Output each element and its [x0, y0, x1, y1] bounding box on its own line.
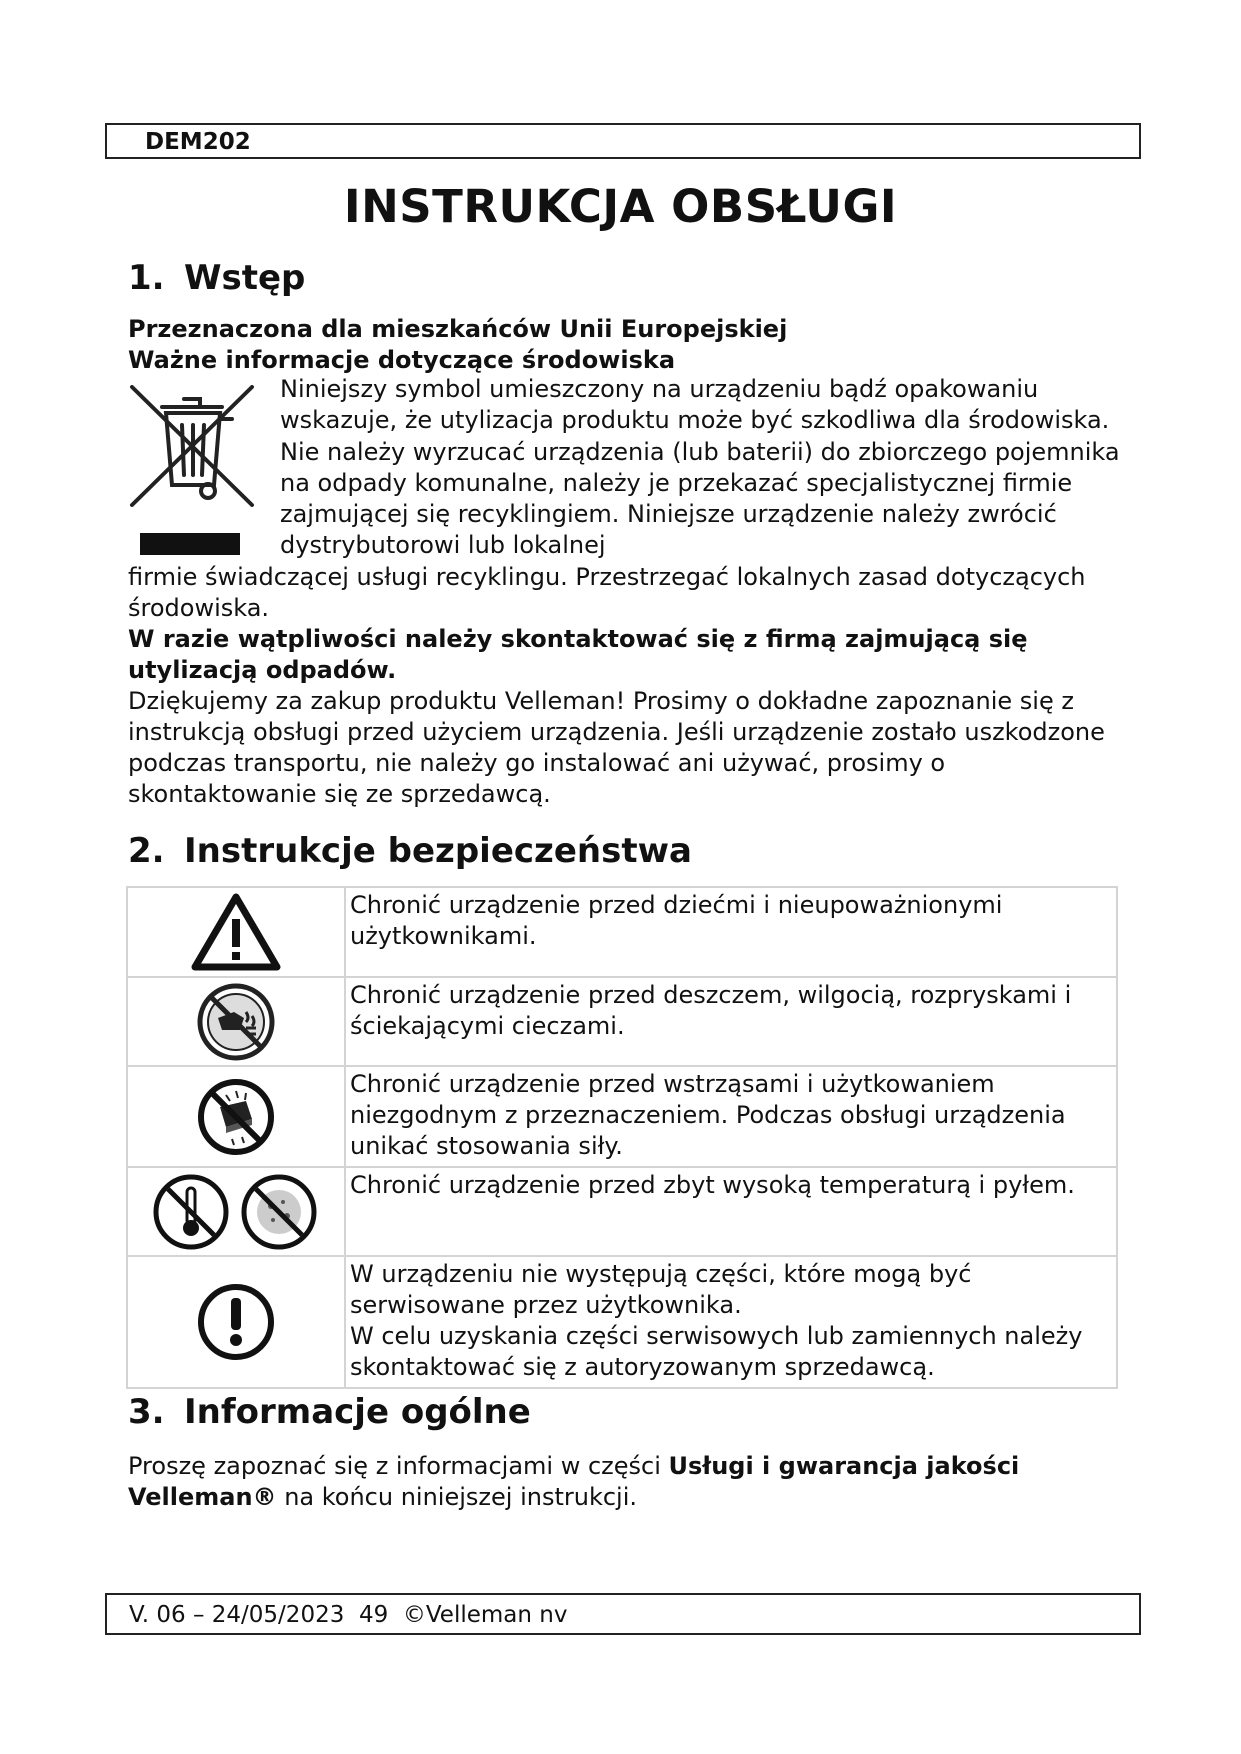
no-shock-icon	[196, 1077, 276, 1157]
section-1-number: 1.	[128, 258, 165, 298]
safety-row	[127, 1066, 1117, 1167]
safety-icon-cell	[127, 1167, 345, 1256]
no-heat-no-dust-icon	[151, 1172, 321, 1252]
service-info-line: W urządzeniu nie występują części, które mogą być serwisowane przez użytkownika.	[350, 1260, 972, 1319]
model-code: DEM202	[145, 129, 251, 155]
thanks-paragraph: Dziękujemy za zakup produktu Velleman! Prosimy o dokładne zapoznanie się z instrukcją obsługi przed użyciem urządzenia. Jeśli urządzenie zostało uszkodzone podczas transportu, nie należy go instalować ani używać, prosimy o skontaktowanie się ze sprzedawcą.	[128, 687, 1105, 808]
section-2-number: 2.	[128, 831, 165, 871]
safety-row	[127, 977, 1117, 1066]
doubt-notice: W razie wątpliwości należy skontaktować się z firmą zajmującą się utylizacją odpadów.	[128, 625, 1028, 684]
eu-residents-line: Przeznaczona dla mieszkańców Unii Europejskiej	[128, 315, 788, 343]
crossed-bin-icon	[128, 385, 256, 560]
footer-box	[105, 1593, 1141, 1635]
safety-row	[127, 1167, 1117, 1256]
safety-icon-cell	[127, 887, 345, 977]
warranty-reference: Usługi i gwarancja jakości Velleman®	[128, 1452, 1020, 1511]
safety-text: Chronić urządzenie przed zbyt wysoką temperaturą i pyłem.	[345, 1167, 1117, 1256]
environment-info-line: Ważne informacje dotyczące środowiska	[128, 346, 676, 374]
section-1-title: Wstęp	[184, 258, 306, 298]
weee-paragraph-continued: firmie świadczącej usługi recyklingu. Przestrzegać lokalnych zasad dotyczących środowiska.	[128, 563, 1086, 622]
safety-row	[127, 1256, 1117, 1388]
header-box	[105, 123, 1141, 159]
safety-text: Chronić urządzenie przed dziećmi i nieupoważnionymi użytkownikami.	[345, 887, 1117, 977]
safety-row	[127, 887, 1117, 977]
section-2-title: Instrukcje bezpieczeństwa	[184, 831, 692, 871]
page-title: INSTRUKCJA OBSŁUGI	[343, 180, 898, 233]
section-3-title: Informacje ogólne	[184, 1392, 531, 1432]
general-info-paragraph	[128, 1451, 1128, 1513]
safety-text: Chronić urządzenie przed wstrząsami i użytkowaniem niezgodnym z przeznaczeniem. Podczas obsługi urządzenia unikać stosowania siły.	[345, 1066, 1117, 1167]
section-3-number: 3.	[128, 1392, 165, 1432]
safety-table	[126, 886, 1118, 1389]
safety-icon-cell	[127, 977, 345, 1066]
exclamation-circle-icon	[196, 1282, 276, 1362]
safety-icon-cell	[127, 1066, 345, 1167]
weee-paragraph: Niniejszy symbol umieszczony na urządzeniu bądź opakowaniu wskazuje, że utylizacja produktu może być szkodliwa dla środowiska. Nie należy wyrzucać urządzenia (lub baterii) do zbiorczego pojemnika na odpady komunalne, należy je przekazać specjalistycznej firmie zajmującej się recyklingiem. Niniejsze urządzenie należy zwrócić dystrybutorowi lub lokalnej	[280, 375, 1120, 560]
general-info-text-end: na końcu niniejszej instrukcji.	[276, 1483, 637, 1511]
section-2-heading	[128, 831, 692, 871]
service-info-line-2: W celu uzyskania części serwisowych lub zamiennych należy skontaktować się z autoryzowanym sprzedawcą.	[350, 1322, 1083, 1381]
warning-triangle-icon	[191, 893, 281, 971]
section-3-heading	[128, 1392, 531, 1432]
general-info-text: Proszę zapoznać się z informacjami w części	[128, 1452, 669, 1480]
safety-text	[345, 1256, 1117, 1388]
footer-version: V. 06 – 24/05/2023 49 ©Velleman nv	[129, 1602, 568, 1628]
safety-icon-cell	[127, 1256, 345, 1388]
no-water-icon	[196, 982, 276, 1062]
section-1-heading	[128, 258, 305, 298]
safety-text: Chronić urządzenie przed deszczem, wilgocią, rozpryskami i ściekającymi cieczami.	[345, 977, 1117, 1066]
